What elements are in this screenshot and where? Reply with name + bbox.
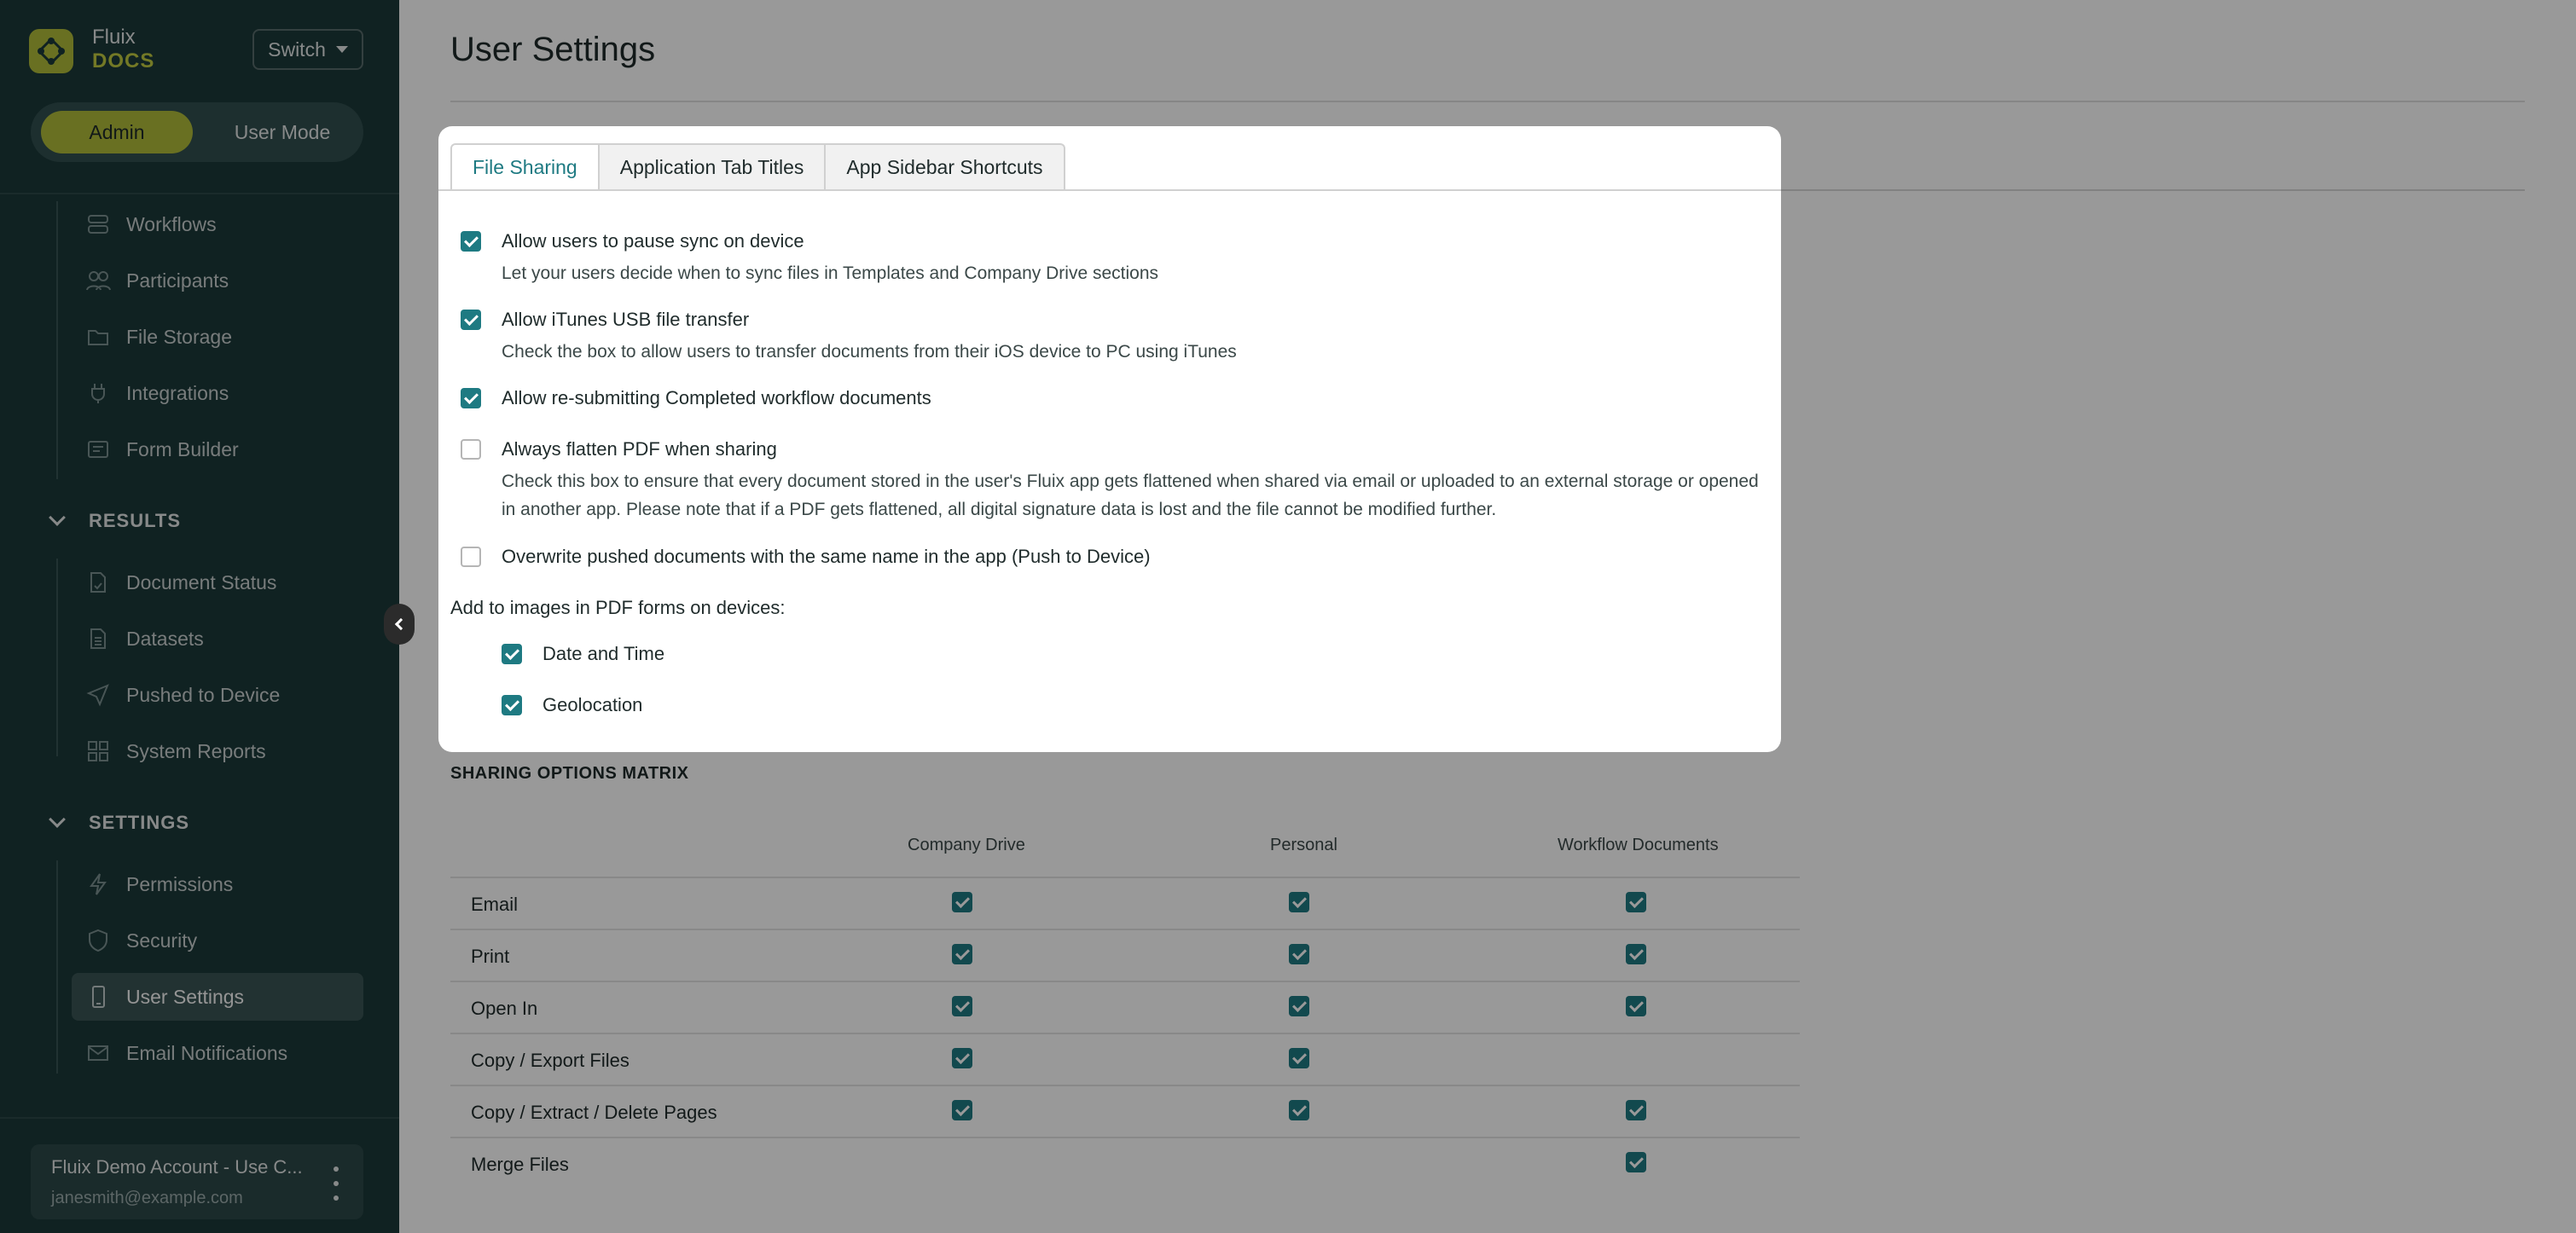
sidebar-item-participants[interactable] [72, 257, 363, 304]
sidebar-item-label: Email Notifications [126, 1041, 288, 1064]
table-row [450, 1033, 1800, 1085]
images-options-label: Add to images in PDF forms on devices: [450, 597, 786, 618]
title-divider [450, 101, 2525, 102]
option-flatten-pdf[interactable] [461, 438, 777, 460]
sidebar-item-file-storage[interactable] [72, 313, 363, 361]
plug-icon [84, 379, 113, 408]
sidebar-item-user-settings[interactable] [72, 973, 363, 1021]
option-label: Always flatten PDF when sharing [502, 438, 777, 460]
table-row [450, 1137, 1800, 1189]
sidebar-item-form-builder[interactable] [72, 425, 363, 473]
datasets-icon [84, 624, 113, 653]
sidebar-item-label: Participants [126, 269, 229, 292]
table-row [450, 877, 1800, 929]
chevron-down-icon [49, 509, 66, 526]
mode-toggle[interactable] [31, 102, 363, 162]
section-results[interactable] [44, 504, 181, 538]
tab-bar [450, 143, 1065, 191]
matrix-column-header: Workflow Documents [1558, 836, 1719, 854]
row-label: Email [471, 894, 519, 915]
option-description: Check this box to ensure that every document stored in the user's Fluix app gets flattened when shared via email or uploaded to an external storage or opened in another app. Please note that if a PDF gets flattened, all digital signature data is lost and the file cannot be modified further. [502, 472, 1759, 519]
sidebar-item-label: Datasets [126, 627, 204, 650]
matrix-checkbox[interactable] [1289, 1100, 1309, 1120]
logo-icon [37, 37, 66, 66]
matrix-checkbox[interactable] [1626, 1100, 1646, 1120]
sidebar-item-document-status[interactable] [72, 559, 363, 606]
user-mode-button[interactable]: User Mode [234, 120, 331, 143]
option-resubmit[interactable] [461, 387, 931, 409]
envelope-icon [84, 1039, 113, 1068]
table-row [450, 981, 1800, 1033]
sidebar-item-pushed-to-device[interactable] [72, 671, 363, 719]
collapse-sidebar-button[interactable] [384, 604, 415, 645]
sidebar-item-label: File Storage [126, 325, 233, 348]
send-icon [84, 680, 113, 709]
sidebar-item-label: System Reports [126, 739, 266, 762]
option-label: Allow re-submitting Completed workflow documents [502, 387, 931, 408]
matrix-checkbox[interactable] [1626, 944, 1646, 964]
sidebar-item-label: Integrations [126, 381, 229, 404]
form-builder-icon [84, 435, 113, 464]
lightning-icon [84, 870, 113, 899]
matrix-column-header: Personal [1270, 836, 1337, 854]
checkbox[interactable] [461, 231, 481, 252]
document-status-icon [84, 568, 113, 597]
sidebar-item-label: User Settings [126, 985, 245, 1008]
option-description: Let your users decide when to sync files in Templates and Company Drive sections [502, 263, 1158, 283]
account-email: janesmith@example.com [51, 1189, 243, 1207]
folder-icon [84, 322, 113, 351]
sidebar [0, 0, 399, 1233]
matrix-checkbox[interactable] [1289, 892, 1309, 912]
option-label: Date and Time [542, 643, 665, 664]
sidebar-item-system-reports[interactable] [72, 727, 363, 775]
chevron-down-icon [49, 811, 66, 828]
sidebar-item-label: Workflows [126, 212, 217, 235]
option-label: Geolocation [542, 694, 643, 715]
section-title: SETTINGS [89, 812, 190, 833]
workflows-icon [84, 210, 113, 239]
matrix-checkbox[interactable] [952, 1100, 972, 1120]
checkbox[interactable] [461, 388, 481, 408]
row-label: Merge Files [471, 1154, 569, 1175]
option-geolocation[interactable] [502, 694, 642, 716]
row-label: Copy / Export Files [471, 1050, 629, 1071]
sidebar-item-label: Permissions [126, 872, 234, 895]
checkbox[interactable] [461, 439, 481, 460]
matrix-checkbox[interactable] [1626, 1152, 1646, 1172]
sidebar-item-permissions[interactable] [72, 860, 363, 908]
nav-rail [56, 860, 58, 1074]
option-description: Check the box to allow users to transfer documents from their iOS device to PC using iTunes [502, 342, 1237, 362]
sidebar-divider [0, 1117, 399, 1119]
sidebar-item-integrations[interactable] [72, 369, 363, 417]
option-overwrite-pushed[interactable] [461, 546, 1151, 568]
sidebar-item-security[interactable] [72, 917, 363, 964]
caret-down-icon [336, 46, 348, 53]
nav-rail [56, 559, 58, 756]
chevron-left-icon [395, 618, 407, 630]
sidebar-item-label: Form Builder [126, 437, 239, 460]
tab-file-sharing[interactable]: File Sharing [450, 143, 600, 191]
section-settings[interactable] [44, 806, 189, 840]
checkbox[interactable] [461, 310, 481, 330]
nav-rail [56, 201, 58, 479]
reports-grid-icon [84, 737, 113, 766]
option-label: Allow users to pause sync on device [502, 230, 804, 252]
more-options-icon[interactable] [326, 1166, 346, 1201]
matrix-checkbox[interactable] [1626, 892, 1646, 912]
switch-button-label: Switch [268, 38, 326, 61]
phone-icon [84, 982, 113, 1011]
option-label: Allow iTunes USB file transfer [502, 309, 750, 330]
tab-application-tab-titles[interactable]: Application Tab Titles [600, 143, 827, 191]
account-card[interactable] [31, 1144, 363, 1219]
matrix-checkbox[interactable] [1289, 1048, 1309, 1068]
checkbox[interactable] [502, 644, 522, 664]
matrix-column-header: Company Drive [908, 836, 1025, 854]
brand-product: DOCS [92, 49, 155, 72]
switch-button[interactable] [252, 29, 363, 70]
sidebar-item-workflows[interactable] [72, 200, 363, 248]
sidebar-item-datasets[interactable] [72, 615, 363, 663]
matrix-checkbox[interactable] [952, 944, 972, 964]
option-pause-sync[interactable] [461, 230, 804, 252]
table-row [450, 929, 1800, 981]
participants-icon [84, 266, 113, 295]
sidebar-item-label: Pushed to Device [126, 683, 281, 706]
option-itunes-usb[interactable] [461, 309, 749, 331]
settings-modal [438, 126, 1781, 752]
checkbox[interactable] [461, 547, 481, 567]
fluix-logo[interactable] [29, 29, 73, 73]
row-label: Print [471, 946, 510, 967]
tab-rule [438, 189, 1781, 191]
brand-name: Fluix [92, 26, 136, 49]
row-label: Open In [471, 998, 538, 1019]
matrix-checkbox[interactable] [1626, 996, 1646, 1016]
matrix-checkbox[interactable] [952, 892, 972, 912]
option-date-and-time[interactable] [502, 643, 664, 665]
matrix-checkbox[interactable] [952, 996, 972, 1016]
sidebar-item-label: Security [126, 929, 198, 952]
matrix-checkbox[interactable] [952, 1048, 972, 1068]
page-title: User Settings [450, 31, 656, 68]
table-row [450, 1085, 1800, 1137]
sidebar-item-email-notifications[interactable] [72, 1029, 363, 1077]
option-label: Overwrite pushed documents with the same name in the app (Push to Device) [502, 546, 1151, 567]
section-title: RESULTS [89, 510, 182, 531]
sidebar-item-label: Document Status [126, 570, 277, 593]
tab-app-sidebar-shortcuts[interactable]: App Sidebar Shortcuts [826, 143, 1065, 191]
row-label: Copy / Extract / Delete Pages [471, 1102, 717, 1123]
matrix-checkbox[interactable] [1289, 944, 1309, 964]
admin-mode-button[interactable]: Admin [41, 111, 193, 153]
account-name: Fluix Demo Account - Use C... [51, 1156, 303, 1178]
matrix-title: SHARING OPTIONS MATRIX [450, 764, 689, 783]
sidebar-divider [0, 193, 399, 194]
checkbox[interactable] [502, 695, 522, 715]
shield-icon [84, 926, 113, 955]
matrix-checkbox[interactable] [1289, 996, 1309, 1016]
